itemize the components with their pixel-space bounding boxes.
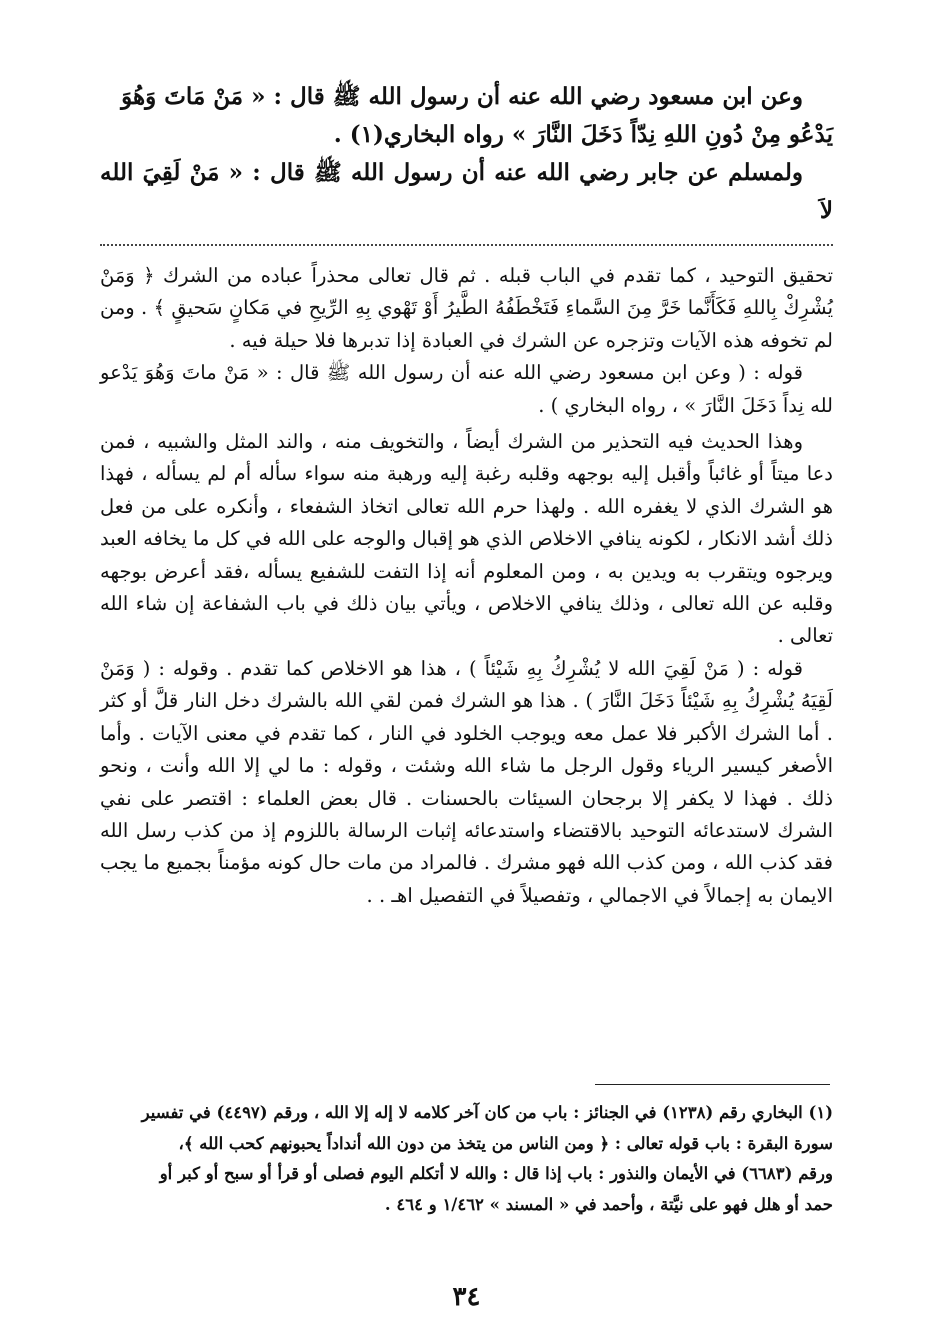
page-number: ٣٤ — [452, 1282, 481, 1312]
section-divider — [100, 244, 833, 246]
footnote-line: ورقم (٦٦٨٣) في الأيمان والنذور : باب إذا قال : والله لا أتكلم اليوم فصلى أو قرأ أو سبح أو كبر أو — [159, 1164, 833, 1183]
footnote-line: سورة البقرة : باب قوله تعالى : ﴿ ومن الناس من يتخذ من دون الله أنداداً يحبونهم كحب الله ﴾، — [178, 1133, 833, 1153]
hadith-line: ولمسلم عن جابر رضي الله عنه أن رسول الله ﷺ قال : « مَنْ لَقِيَ الله لاَ — [100, 159, 833, 224]
commentary-paragraph: قوله : ( مَنْ لَقِيَ الله لا يُشْرِكُ بِهِ شَيْئاً ) ، هذا هو الاخلاص كما تقدم . وقوله : ( وَمَنْ لَقِيَهُ يُشْرِكُ بِهِ شَيْئاً دَخَلَ النَّارَ ) . هذا هو الشرك فمن لقي الله بالشرك دخل النار قلَّ أو كثر . أما الشرك الأكبر فلا عمل معه ويوجب الخلود في النار ، كما تقدم في معنى الآيات . وأما الأصغر كيسير الرياء وقول الرجل ما شاء الله وشئت ، وقوله : ما لي إلا الله وأنت ، ونحو ذلك . فهذا لا يكفر إلا برجحان السيئات بالحسنات . قال بعض العلماء : اقتصر على نفي الشرك لاستدعائه التوحيد بالاقتضاء واستدعائه إثبات الرسالة باللزوم إذ من كذب رسل الله فقد كذب الله ، ومن كذب الله فهو مشرك . فالمراد من مات حال كونه مؤمناً بجميع ما يجب الايمان به إجمالاً في الاجمالي ، وتفصيلاً في التفصيل اهـ . . — [100, 656, 833, 907]
commentary-paragraph: تحقيق التوحيد ، كما تقدم في الباب قبله . ثم قال تعالى محذراً عباده من الشرك ﴿ وَمَنْ يُشْرِكْ بِاللهِ فَكَأَنَّما خَرَّ مِنَ السَّماءِ فَتَخْطَفُهُ الطَّيرُ أَوْ تَهْوي بِهِ الرِّيحِ في مَكانٍ سَحيقٍ ﴾ . ومن لم تخوفه هذه الآيات وتزجره عن الشرك في العبادة إذا تدبرها فلا حيلة فيه . — [100, 264, 833, 352]
hadith-text — [100, 78, 833, 230]
commentary-paragraph: قوله : ( وعن ابن مسعود رضي الله عنه أن رسول الله ﷺ قال : « مَنْ ماتَ وَهُوَ يَدْعو لله نِداً دَخَلَ النَّارَ » ، رواه البخاري ) . — [100, 361, 833, 417]
commentary-paragraph: وهذا الحديث فيه التحذير من الشرك أيضاً ، والتخويف منه ، والند المثل والشبيه ، فمن دعا ميتاً أو غائباً وأقبل إليه بوجهه وقلبه رغبة إليه ورهبة منه سواء سأله أم لم يسأله ، فهذا هو الشرك الذي لا يغفره الله . ولهذا حرم الله تعالى اتخاذ الشفعاء ، وأنكره على من فعل ذلك أشد الانكار ، لكونه ينافي الاخلاص الذي هو إقبال والوجه على الله في كل ما يخافه العبد ويرجوه ويتقرب به ويدين به ، ومن المعلوم أنه إذا التفت للشفيع يسأله ،فقد أعرض بوجهه وقلبه عن الله تعالى ، وذلك ينافي الاخلاص ، ويأتي بيان ذلك في باب الشفاعة إن شاء الله تعالى . — [100, 430, 833, 648]
footnote-line: (١) البخاري رقم (١٢٣٨) في الجنائز : باب من كان آخر كلامه لا إله إلا الله ، ورقم (٤٤٩٧) في تفسير — [141, 1103, 833, 1122]
hadith-line: وعن ابن مسعود رضي الله عنه أن رسول الله ﷺ قال : « مَنْ مَاتَ وَهُوَ — [121, 83, 803, 110]
commentary-text — [100, 260, 833, 912]
hadith-line: يَدْعُو مِنْ دُونِ اللهِ نِدّاً دَخَلَ النَّارَ » رواه البخاري(١) . — [333, 121, 833, 148]
footnote-line: حمد أو هلل فهو على نيَّتة ، وأحمد في « المسند » ١/٤٦٢ و ٤٦٤ . — [384, 1194, 833, 1214]
footnotes — [100, 1098, 833, 1220]
footnote-separator — [595, 1084, 830, 1085]
